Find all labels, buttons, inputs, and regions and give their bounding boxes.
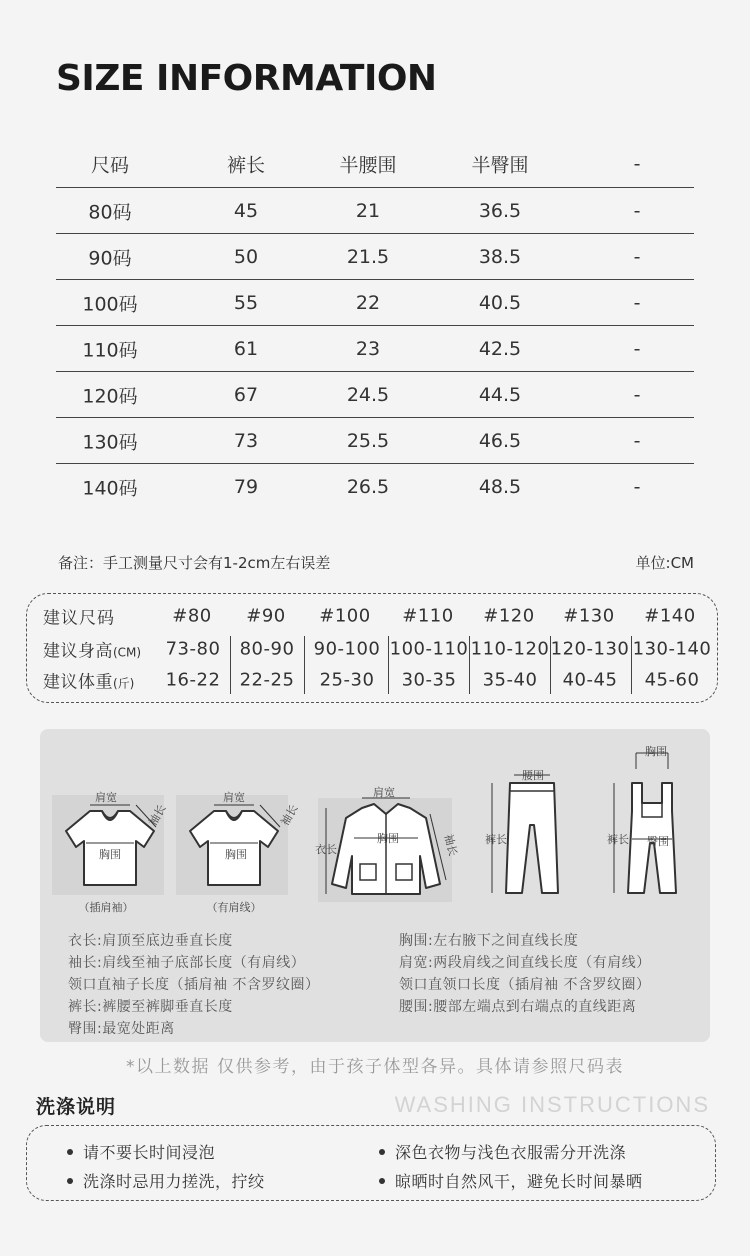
cell-half-waist: 21.5 (346, 246, 390, 268)
cell-half-waist: 23 (355, 338, 381, 360)
definition-right: 肩宽:两段肩线之间直线长度（有肩线） (399, 955, 651, 971)
definition-left: 领口直袖子长度（插肩袖 不含罗纹圈） (68, 977, 320, 993)
measurement-diagram-panel (40, 729, 710, 1042)
cell-half-waist: 24.5 (346, 384, 390, 406)
height-unit: (CM) (113, 645, 142, 660)
recommend-height: 90-100 (313, 638, 381, 660)
cell-size: 140码 (82, 477, 138, 500)
cell-half-waist: 26.5 (346, 476, 390, 498)
washing-title-en: WASHING INSTRUCTIONS (394, 1092, 710, 1117)
cell-blank: - (633, 476, 641, 498)
column-divider (230, 636, 231, 694)
cell-size: 110码 (82, 339, 138, 362)
recommend-size: #120 (483, 605, 535, 627)
recommend-weight-row (27, 664, 717, 696)
shoulder-seam-caption: （有肩线） (206, 901, 262, 914)
measurement-remark: 备注：手工测量尺寸会有1-2cm左右误差 (58, 554, 331, 572)
cell-blank: - (633, 246, 641, 268)
recommend-weight: 45-60 (644, 669, 700, 691)
weight-unit: (斤) (113, 676, 135, 691)
body-length-label: 衣长 (315, 843, 337, 856)
unit-note: 单位:CM (635, 554, 694, 572)
recommend-size: #140 (644, 605, 696, 627)
recommend-height-row (27, 633, 717, 665)
cell-pants-length: 55 (233, 292, 259, 314)
shoulder-width-label: 肩宽 (373, 786, 395, 799)
chest-label: 胸围 (225, 848, 247, 861)
definition-right: 领口直领口长度（插肩袖 不含罗纹圈） (399, 977, 651, 993)
recommend-height: 100-110 (389, 638, 469, 660)
recommend-weight: 30-35 (401, 669, 457, 691)
recommend-size: #130 (563, 605, 615, 627)
sleeve-length-label: 袖长 (278, 802, 301, 829)
cell-pants-length: 50 (233, 246, 259, 268)
washing-title: 洗涤说明 (36, 1096, 117, 1118)
shoulder-width-label: 肩宽 (95, 791, 117, 804)
cell-half-hip: 46.5 (478, 430, 522, 452)
recommend-height-label (43, 637, 141, 662)
header-half-waist: 半腰围 (339, 154, 397, 177)
cell-size: 130码 (82, 431, 138, 454)
washing-box (26, 1125, 716, 1201)
cell-size: 100码 (82, 293, 138, 316)
cell-half-waist: 25.5 (346, 430, 390, 452)
weight-label-text: 建议体重 (43, 672, 113, 693)
waist-label: 腰围 (522, 769, 544, 782)
recommend-weight: 16-22 (165, 669, 221, 691)
chest-label: 胸围 (377, 832, 399, 845)
recommend-size: #90 (246, 605, 286, 627)
cell-half-waist: 21 (355, 200, 381, 222)
size-table (56, 140, 694, 510)
recommend-size-row (27, 600, 717, 632)
raglan-caption: （插肩袖） (78, 901, 134, 914)
recommend-height: 130-140 (632, 638, 712, 660)
recommend-weight-label (43, 668, 134, 693)
header-half-hip: 半臀围 (471, 154, 529, 177)
cell-blank: - (633, 338, 641, 360)
column-divider (550, 636, 551, 694)
pants-length-label: 裤长 (485, 833, 507, 846)
cell-half-hip: 42.5 (478, 338, 522, 360)
definition-left: 裤长:裤腰至裤脚垂直长度 (68, 999, 233, 1015)
cell-blank: - (633, 200, 641, 222)
table-row (56, 418, 694, 464)
header-pants-length: 裤长 (226, 154, 266, 177)
chest-label: 胸围 (645, 745, 667, 758)
pants-length-label: 裤长 (607, 833, 629, 846)
recommendation-box (26, 593, 718, 703)
cell-half-hip: 36.5 (478, 200, 522, 222)
recommend-weight: 40-45 (562, 669, 618, 691)
definition-right: 胸围:左右腋下之间直线长度 (399, 933, 579, 949)
washing-item: 洗涤时忌用力搓洗，拧绞 (67, 1169, 265, 1192)
recommend-height: 110-120 (470, 638, 550, 660)
cell-pants-length: 67 (233, 384, 259, 406)
washing-item: 晾晒时自然风干，避免长时间暴晒 (379, 1169, 643, 1192)
reference-note: *以上数据 仅供参考，由于孩子体型各异。具体请参照尺码表 (126, 1057, 624, 1077)
definition-left: 臀围:最宽处距离 (68, 1021, 175, 1037)
cell-size: 80码 (88, 201, 132, 224)
recommend-size: #80 (172, 605, 212, 627)
column-divider (631, 636, 632, 694)
recommend-weight: 35-40 (482, 669, 538, 691)
table-row (56, 234, 694, 280)
table-header-row (56, 140, 694, 188)
table-row (56, 326, 694, 372)
shoulder-width-label: 肩宽 (223, 791, 245, 804)
jacket-illustration (316, 784, 456, 909)
recommend-weight: 25-30 (319, 669, 375, 691)
cell-blank: - (633, 384, 641, 406)
cell-size: 120码 (82, 385, 138, 408)
recommend-weight: 22-25 (239, 669, 295, 691)
cell-half-hip: 44.5 (478, 384, 522, 406)
recommend-height: 73-80 (165, 638, 221, 660)
definition-right: 腰围:腰部左端点到右端点的直线距离 (399, 999, 637, 1015)
cell-pants-length: 61 (233, 338, 259, 360)
header-size: 尺码 (90, 154, 130, 177)
chest-label: 胸围 (99, 848, 121, 861)
washing-item: 深色衣物与浅色衣服需分开洗涤 (379, 1140, 626, 1163)
cell-pants-length: 73 (233, 430, 259, 452)
cell-half-hip: 48.5 (478, 476, 522, 498)
definition-left: 衣长:肩顶至底边垂直长度 (68, 933, 233, 949)
cell-size: 90码 (88, 247, 132, 270)
height-label-text: 建议身高 (43, 641, 113, 662)
sleeve-length-label: 袖长 (146, 802, 169, 829)
recommend-size: #100 (319, 605, 371, 627)
column-divider (469, 636, 470, 694)
cell-pants-length: 79 (233, 476, 259, 498)
sleeve-length-label: 袖长 (441, 832, 460, 858)
table-row (56, 188, 694, 234)
cell-blank: - (633, 430, 641, 452)
cell-blank: - (633, 292, 641, 314)
cell-half-waist: 22 (355, 292, 381, 314)
washing-item: 请不要长时间浸泡 (67, 1140, 215, 1163)
table-row (56, 280, 694, 326)
cell-half-hip: 40.5 (478, 292, 522, 314)
overalls-illustration (606, 749, 696, 899)
recommend-height: 80-90 (239, 638, 295, 660)
cell-half-hip: 38.5 (478, 246, 522, 268)
recommend-height: 120-130 (550, 638, 630, 660)
cell-pants-length: 45 (233, 200, 259, 222)
definition-left: 袖长:肩线至袖子底部长度（有肩线） (68, 955, 306, 971)
column-divider (304, 636, 305, 694)
recommend-size: #110 (402, 605, 454, 627)
table-row (56, 372, 694, 418)
header-blank: - (633, 153, 641, 175)
table-row (56, 464, 694, 510)
page-title: SIZE INFORMATION (56, 58, 437, 99)
recommend-size-label: 建议尺码 (43, 608, 115, 629)
hip-label: 臀围 (647, 835, 669, 848)
column-divider (388, 636, 389, 694)
